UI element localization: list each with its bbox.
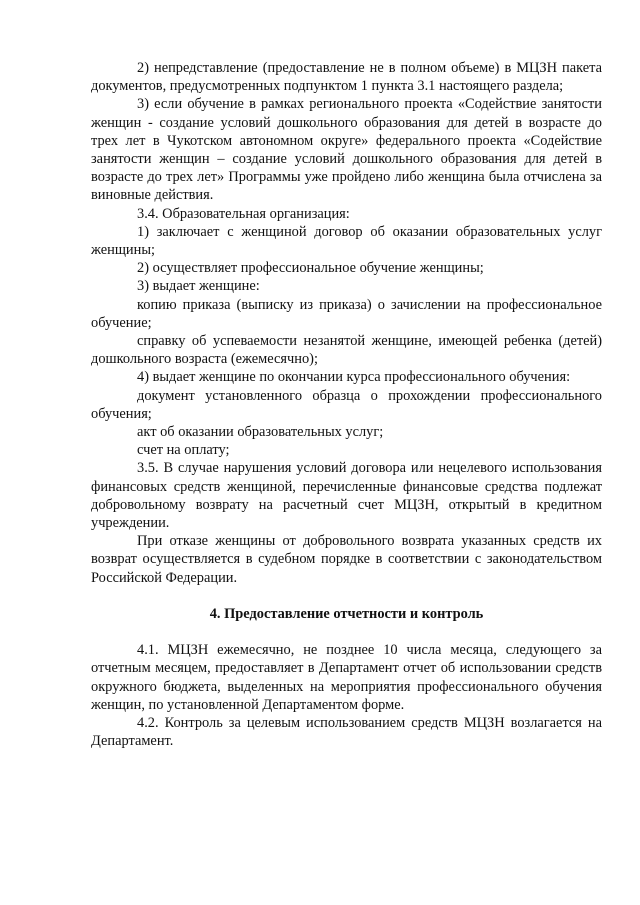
paragraph-course-end: 4) выдает женщине по окончании курса профессионального обучения: <box>137 369 571 386</box>
paragraph-4-2-control: 4.2. Контроль за целевым использованием средств МЦЗН возлагается на Департамент. <box>91 714 602 750</box>
paragraph-invoice: счет на оплату; <box>137 442 230 459</box>
paragraph-order-copy: копию приказа (выписку из приказа) о зачислении на профессиональное обучение; <box>91 296 602 331</box>
paragraph-diploma: документ установленного образца о прохождении профессионального обучения; <box>91 387 602 422</box>
paragraph-3-4-title: 3.4. Образовательная организация: <box>137 205 350 222</box>
paragraph-issues: 3) выдает женщине: <box>137 278 260 295</box>
paragraph-court-return: При отказе женщины от добровольного возврата указанных средств их возврат осуществляется в судебном порядке в соответствии с законодательством Российской Федерации. <box>91 533 602 586</box>
paragraph-act: акт об оказании образовательных услуг; <box>137 424 384 441</box>
paragraph-non-submission: 2) непредставление (предоставление не в полном объеме) в МЦЗН пакета документов, предусмотренных подпунктом 1 пункта 3.1 настоящего раздела; <box>91 60 602 95</box>
spacer <box>91 623 602 641</box>
paragraph-already-trained: 3) если обучение в рамках регионального проекта «Содействие занятости женщин - создание условий дошкольного образования для детей в возрасте до трех лет в Чукотском автономном округе» федерального проекта «Содействие занятости женщин – создание условий дошкольного образования для детей в возрасте до трех лет» Программы уже пройдено либо женщина была отчислена за виновные действия. <box>91 96 602 204</box>
paragraph-3-5-violation: 3.5. В случае нарушения условий договора или нецелевого использования финансовых средств женщиной, перечисленные финансовые средства подлежат добровольному возврату на расчетный счет МЦЗН, открытый в кредитном учреждении. <box>91 460 602 532</box>
paragraph-progress-certificate: справку об успеваемости незанятой женщине, имеющей ребенка (детей) дошкольного возраста (ежемесячно); <box>91 333 602 368</box>
spacer <box>91 587 602 605</box>
paragraph-4-1-report: 4.1. МЦЗН ежемесячно, не позднее 10 числа месяца, следующего за отчетным месяцем, предоставляет в Департамент отчет об использовании средств окружного бюджета, выделенных на мероприятия профессионального обучения женщин, по установленной Департаментом форме. <box>91 642 602 713</box>
paragraph-training: 2) осуществляет профессиональное обучение женщины; <box>137 260 484 277</box>
document-page <box>91 59 602 750</box>
section-heading: 4. Предоставление отчетности и контроль <box>209 605 484 622</box>
paragraph-contract: 1) заключает с женщиной договор об оказании образовательных услуг женщины; <box>91 223 602 259</box>
